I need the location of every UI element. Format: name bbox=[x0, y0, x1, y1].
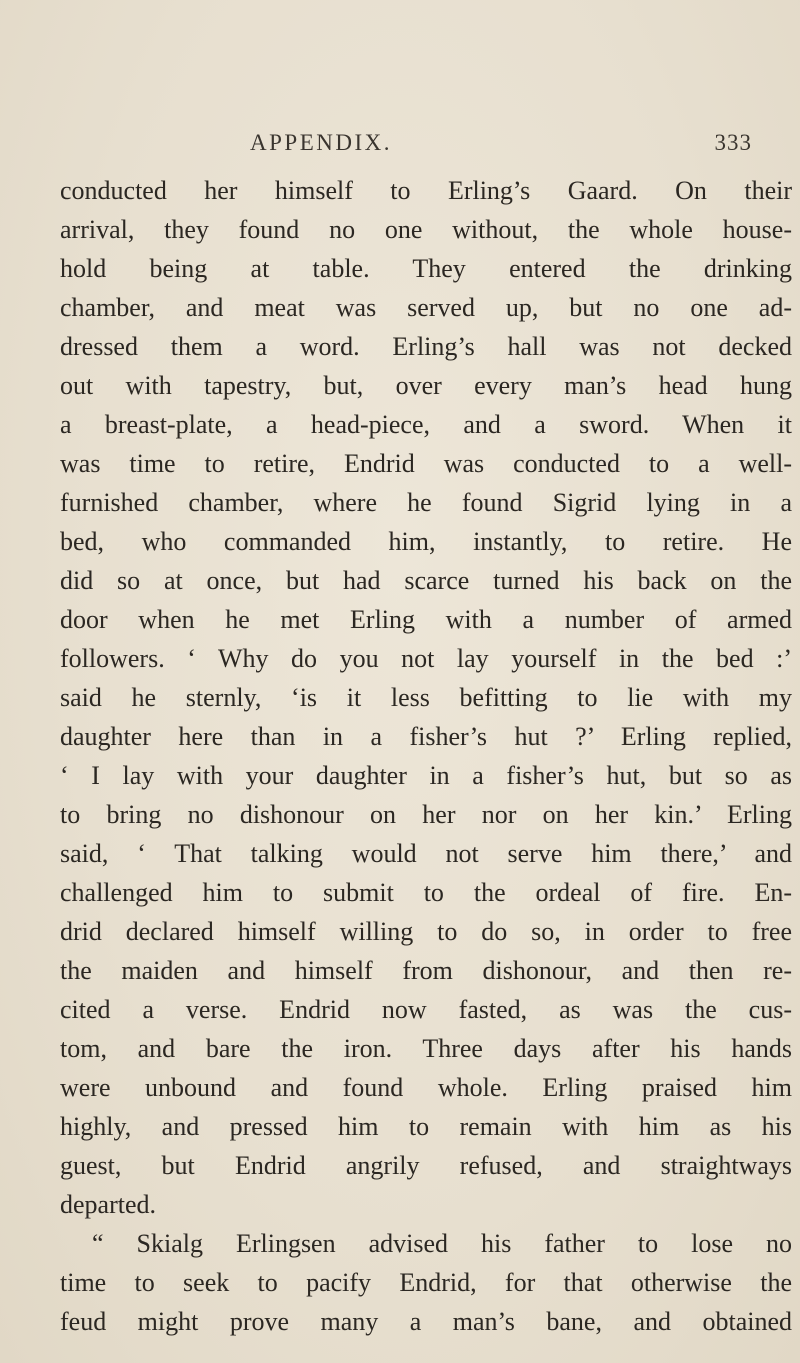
text-line: chamber, and meat was served up, but no one ad- bbox=[60, 293, 792, 322]
text-line: said he sternly, ‘is it less befitting to lie with my bbox=[60, 683, 792, 712]
text-line: feud might prove many a man’s bane, and obtained bbox=[60, 1307, 792, 1336]
text-line: challenged him to submit to the ordeal of fire. En- bbox=[60, 878, 792, 907]
paragraph-end-line: departed. bbox=[60, 1190, 157, 1219]
page-number: 333 bbox=[714, 130, 752, 155]
text-line: time to seek to pacify Endrid, for that otherwise the bbox=[60, 1268, 792, 1297]
running-head-title: APPENDIX. bbox=[250, 130, 392, 155]
text-line: drid declared himself willing to do so, in order to free bbox=[60, 917, 792, 946]
running-head bbox=[60, 128, 752, 158]
text-line: ‘ I lay with your daughter in a fisher’s hut, but so as bbox=[60, 761, 792, 790]
text-line: a breast-plate, a head-piece, and a sword. When it bbox=[60, 410, 792, 439]
text-line: hold being at table. They entered the drinking bbox=[60, 254, 792, 283]
text-line: were unbound and found whole. Erling praised him bbox=[60, 1073, 792, 1102]
text-line: did so at once, but had scarce turned his back on the bbox=[60, 566, 792, 595]
text-line: guest, but Endrid angrily refused, and straightways bbox=[60, 1151, 792, 1180]
text-line: followers. ‘ Why do you not lay yourself in the bed :’ bbox=[60, 644, 792, 673]
text-line: was time to retire, Endrid was conducted to a well- bbox=[60, 449, 792, 478]
text-line: furnished chamber, where he found Sigrid lying in a bbox=[60, 488, 792, 517]
text-line: conducted her himself to Erling’s Gaard. On their bbox=[60, 176, 792, 205]
text-line: said, ‘ That talking would not serve him there,’ and bbox=[60, 839, 792, 868]
text-line: door when he met Erling with a number of armed bbox=[60, 605, 792, 634]
text-line: arrival, they found no one without, the whole house- bbox=[60, 215, 792, 244]
text-line: the maiden and himself from dishonour, and then re- bbox=[60, 956, 792, 985]
text-line: daughter here than in a fisher’s hut ?’ Erling replied, bbox=[60, 722, 792, 751]
body-text bbox=[60, 171, 792, 1341]
text-line: tom, and bare the iron. Three days after his hands bbox=[60, 1034, 792, 1063]
text-line: out with tapestry, but, over every man’s head hung bbox=[60, 371, 792, 400]
text-line: to bring no dishonour on her nor on her kin.’ Erling bbox=[60, 800, 792, 829]
paragraph-start-line: “ Skialg Erlingsen advised his father to lose no bbox=[92, 1229, 792, 1258]
text-line: highly, and pressed him to remain with him as his bbox=[60, 1112, 792, 1141]
text-line: cited a verse. Endrid now fasted, as was the cus- bbox=[60, 995, 792, 1024]
text-line: dressed them a word. Erling’s hall was not decked bbox=[60, 332, 792, 361]
text-line: bed, who commanded him, instantly, to retire. He bbox=[60, 527, 792, 556]
